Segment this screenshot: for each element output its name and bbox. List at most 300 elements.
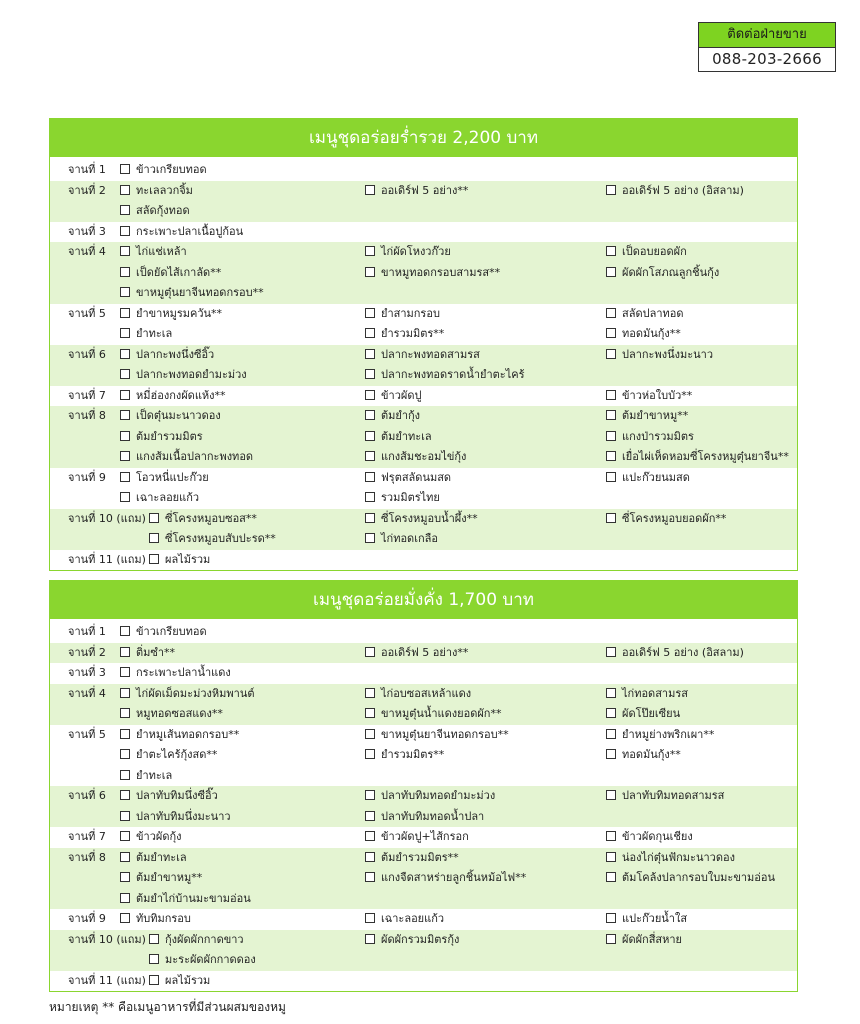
checkbox-icon[interactable] [606, 472, 616, 482]
menu-item-label: ฟรุตสลัดนมสด [381, 470, 452, 484]
menu-item[interactable] [365, 848, 459, 869]
menu-item[interactable] [606, 304, 684, 325]
checkbox-icon[interactable] [365, 513, 375, 523]
plate-label: จานที่ 1 [68, 625, 106, 638]
menu-item-label: ยำตะไคร้กุ้งสด** [136, 748, 218, 761]
menu-item[interactable] [606, 468, 690, 489]
menu-item[interactable] [365, 304, 440, 325]
checkbox-icon[interactable] [120, 164, 130, 174]
menu-item-label: เยื่อไผ่เห็ดหอมซี่โครงหมูตุ๋นยาจีน** [622, 450, 789, 463]
checkbox-icon[interactable] [606, 647, 616, 657]
plate-label: จานที่ 4 [68, 686, 106, 700]
menu-title: เมนูชุดอร่อยมั่งคั่ง 1,700 บาท [50, 581, 797, 619]
menu-item-label: ต้มยำขาหมู** [136, 871, 203, 884]
menu-item-label: แกงจืดสาหร่ายลูกชิ้นหม้อไฟ** [381, 871, 527, 884]
checkbox-icon[interactable] [606, 749, 616, 759]
menu-item[interactable] [120, 345, 214, 366]
menu-item[interactable] [365, 345, 480, 366]
menu-item[interactable] [606, 827, 693, 848]
menu-item[interactable] [606, 725, 714, 746]
plate-label: จานที่ 6 [68, 347, 106, 361]
menu-item[interactable] [120, 263, 221, 284]
checkbox-icon[interactable] [120, 688, 130, 698]
menu-item[interactable] [365, 447, 466, 468]
menu-item[interactable] [120, 365, 247, 386]
checkbox-icon[interactable] [365, 390, 375, 400]
menu-item-label: เป็ดอบยอดผัก [622, 245, 687, 258]
checkbox-icon[interactable] [120, 451, 130, 461]
menu-item[interactable] [606, 868, 775, 889]
menu-item[interactable] [606, 786, 724, 807]
menu-item-label: ยำหมูย่างพริกเผา** [622, 727, 715, 741]
menu-item-label: เฉาะลอยแก้ว [381, 912, 445, 925]
checkbox-icon[interactable] [120, 226, 130, 236]
menu-item[interactable] [120, 807, 231, 828]
menu-item-label: เฉาะลอยแก้ว [136, 491, 200, 504]
menu-item-label: ยำสามกรอบ [381, 306, 440, 320]
menu-item-label: ต้มโคล้งปลากรอบใบมะขามอ่อน [622, 871, 776, 884]
menu-item[interactable] [365, 786, 495, 807]
menu-item[interactable] [120, 222, 243, 243]
menu-item-label: ขาหมูตุ๋นน้ำแดงยอดผัก** [381, 707, 502, 720]
menu-item[interactable] [365, 725, 509, 746]
menu-item-label: แกงส้มชะอมไข่กุ้ง [381, 450, 467, 463]
plate-label: จานที่ 11 (แถม) [68, 973, 146, 987]
checkbox-icon[interactable] [365, 913, 375, 923]
menu-item[interactable] [606, 909, 687, 930]
menu-item[interactable] [120, 786, 218, 807]
menu-title: เมนูชุดอร่อยร่ำรวย 2,200 บาท [50, 119, 797, 157]
menu-item[interactable] [365, 868, 526, 889]
menu-item[interactable] [120, 704, 223, 725]
menu-item-label: แกงป่ารวมมิตร [622, 429, 694, 443]
menu-item[interactable] [365, 181, 468, 202]
checkbox-icon[interactable] [365, 647, 375, 657]
menu-item-label: ไก่ผัดโหงวก๊วย [381, 245, 451, 258]
checkbox-icon[interactable] [120, 205, 130, 215]
checkbox-icon[interactable] [606, 328, 616, 338]
menu-item-label: ปลากะพงทอดสามรส [381, 347, 480, 361]
menu-row [50, 848, 797, 869]
menu-item-label: ทะเลลวกจิ้ม [136, 183, 193, 197]
menu-item-label: กุ้งผัดผักกาดขาว [165, 932, 244, 946]
menu-item[interactable] [120, 622, 207, 643]
checkbox-icon[interactable] [606, 708, 616, 718]
menu-item[interactable] [120, 468, 209, 489]
checkbox-icon[interactable] [365, 852, 375, 862]
checkbox-icon[interactable] [120, 913, 130, 923]
plate-label: จานที่ 5 [68, 306, 106, 320]
checkbox-icon[interactable] [120, 369, 130, 379]
menu-row [50, 643, 797, 664]
checkbox-icon[interactable] [120, 390, 130, 400]
menu-item[interactable] [149, 529, 276, 550]
checkbox-icon[interactable] [120, 790, 130, 800]
menu-item[interactable] [365, 263, 500, 284]
menu-row [50, 725, 797, 746]
checkbox-icon[interactable] [120, 431, 130, 441]
menu-row [50, 786, 797, 807]
menu-item-label: ซี่โครงหมูอบน้ำผึ้ง** [381, 511, 478, 525]
menu-item[interactable] [120, 160, 207, 181]
menu-item-label: ออเดิร์ฟ 5 อย่าง (อิสลาม) [622, 645, 744, 659]
menu-row [50, 406, 797, 427]
checkbox-icon[interactable] [120, 667, 130, 677]
menu-item-label: ซี่โครงหมูอบยอดผัก** [622, 511, 727, 525]
menu-item[interactable] [120, 827, 182, 848]
checkbox-icon[interactable] [120, 708, 130, 718]
menu-item-label: ทอดมันกุ้ง** [622, 327, 681, 340]
menu-row [50, 160, 797, 181]
menu-item[interactable] [120, 643, 175, 664]
menu-item-label: ผลไม้รวม [165, 973, 211, 987]
menu-item[interactable] [365, 427, 432, 448]
menu-item-label: ยำทะเล [136, 768, 173, 782]
menu-item-label: ปลาทับทิมทอดยำมะม่วง [381, 789, 496, 802]
menu-item[interactable] [606, 427, 694, 448]
plate-label: จานที่ 7 [68, 830, 106, 843]
menu-item[interactable] [365, 827, 469, 848]
menu-item-label: โอวหนี่แปะก๊วย [136, 470, 209, 484]
menu-item[interactable] [606, 643, 744, 664]
menu-item-label: ทับทิมกรอบ [136, 912, 191, 925]
menu-item[interactable] [365, 529, 438, 550]
plate-label: จานที่ 3 [68, 224, 106, 238]
menu-item[interactable] [606, 447, 789, 468]
menu-set-1700 [49, 580, 798, 992]
checkbox-icon[interactable] [365, 308, 375, 318]
menu-item[interactable] [365, 509, 478, 530]
menu-item[interactable] [606, 509, 726, 530]
menu-item[interactable] [606, 406, 688, 427]
menu-row [50, 345, 797, 366]
menu-item[interactable] [365, 909, 444, 930]
checkbox-icon[interactable] [120, 472, 130, 482]
menu-item-label: ปลาทับทิมนึ่งมะนาว [136, 809, 231, 823]
plate-label: จานที่ 10 (แถม) [68, 932, 146, 946]
menu-item-label: ออเดิร์ฟ 5 อย่าง** [381, 645, 469, 659]
checkbox-icon[interactable] [606, 267, 616, 277]
checkbox-icon[interactable] [149, 554, 159, 564]
menu-row [50, 971, 797, 992]
menu-item-label: ต้มยำรวมมิตร [136, 429, 203, 443]
checkbox-icon[interactable] [606, 349, 616, 359]
menu-row [50, 745, 797, 766]
checkbox-icon[interactable] [606, 934, 616, 944]
checkbox-icon[interactable] [365, 729, 375, 739]
checkbox-icon[interactable] [606, 790, 616, 800]
menu-item[interactable] [120, 427, 203, 448]
checkbox-icon[interactable] [149, 975, 159, 985]
menu-item[interactable] [606, 263, 719, 284]
menu-item[interactable] [149, 971, 210, 992]
checkbox-icon[interactable] [120, 852, 130, 862]
checkbox-icon[interactable] [606, 852, 616, 862]
checkbox-icon[interactable] [120, 749, 130, 759]
menu-row [50, 263, 797, 284]
menu-item[interactable] [365, 930, 459, 951]
menu-item[interactable] [120, 725, 239, 746]
checkbox-icon[interactable] [120, 287, 130, 297]
menu-row [50, 766, 797, 787]
checkbox-icon[interactable] [606, 729, 616, 739]
menu-item[interactable] [365, 704, 501, 725]
menu-item-label: ต้มยำขาหมู** [622, 409, 689, 422]
menu-item-label: ต้มยำทะเล [381, 429, 432, 443]
menu-item[interactable] [606, 242, 687, 263]
checkbox-icon[interactable] [606, 185, 616, 195]
menu-item-label: ไก่ผัดเม็ดมะม่วงหิมพานต์ [136, 686, 255, 700]
menu-row [50, 365, 797, 386]
menu-item[interactable] [120, 242, 187, 263]
menu-item[interactable] [120, 663, 231, 684]
menu-item-label: ผัดผักรวมมิตรกุ้ง [381, 932, 460, 946]
menu-row [50, 201, 797, 222]
menu-item[interactable] [120, 386, 226, 407]
menu-item[interactable] [120, 848, 187, 869]
checkbox-icon[interactable] [365, 451, 375, 461]
checkbox-icon[interactable] [365, 410, 375, 420]
menu-item[interactable] [120, 283, 264, 304]
checkbox-icon[interactable] [365, 533, 375, 543]
checkbox-icon[interactable] [120, 893, 130, 903]
menu-item-label: สลัดปลาทอด [622, 306, 684, 320]
menu-item[interactable] [149, 950, 256, 971]
menu-row [50, 283, 797, 304]
menu-item-label: ยำหมูเส้นทอดกรอบ** [136, 727, 240, 741]
menu-item[interactable] [149, 550, 210, 571]
menu-row [50, 950, 797, 971]
checkbox-icon[interactable] [120, 308, 130, 318]
menu-item[interactable] [606, 745, 681, 766]
checkbox-icon[interactable] [365, 708, 375, 718]
checkbox-icon[interactable] [149, 954, 159, 964]
menu-item-label: ปลาทับทิมทอดน้ำปลา [381, 809, 485, 823]
checkbox-icon[interactable] [365, 267, 375, 277]
menu-item[interactable] [120, 324, 172, 345]
checkbox-icon[interactable] [606, 431, 616, 441]
menu-row [50, 930, 797, 951]
menu-item-label: ปลาทับทิมนึ่งซีอิ๊ว [136, 789, 218, 802]
menu-item-label: น่องไก่ตุ๋นฟักมะนาวดอง [622, 850, 735, 864]
menu-row [50, 868, 797, 889]
menu-item-label: ขาหมูตุ๋นยาจีนทอดกรอบ** [381, 727, 509, 741]
menu-item-label: ต้มยำทะเล [136, 850, 187, 864]
menu-item[interactable] [120, 181, 193, 202]
checkbox-icon[interactable] [120, 185, 130, 195]
checkbox-icon[interactable] [365, 472, 375, 482]
menu-item-label: แปะก๊วยน้ำใส [622, 912, 688, 925]
checkbox-icon[interactable] [149, 513, 159, 523]
menu-item-label: ออเดิร์ฟ 5 อย่าง** [381, 183, 469, 197]
menu-row [50, 242, 797, 263]
menu-item[interactable] [606, 848, 735, 869]
menu-item[interactable] [120, 766, 172, 787]
menu-item[interactable] [120, 684, 255, 705]
plate-label: จานที่ 6 [68, 789, 106, 802]
checkbox-icon[interactable] [365, 688, 375, 698]
menu-item[interactable] [365, 745, 444, 766]
menu-item-label: มะระผัดผักกาดดอง [165, 953, 256, 966]
checkbox-icon[interactable] [365, 811, 375, 821]
checkbox-icon[interactable] [365, 349, 375, 359]
checkbox-icon[interactable] [120, 626, 130, 636]
menu-item[interactable] [606, 181, 744, 202]
checkbox-icon[interactable] [365, 185, 375, 195]
plate-label: จานที่ 5 [68, 727, 106, 741]
menu-item-label: ขาหมูตุ๋นยาจีนทอดกรอบ** [136, 286, 264, 299]
checkbox-icon[interactable] [606, 308, 616, 318]
checkbox-icon[interactable] [149, 934, 159, 944]
menu-item[interactable] [365, 365, 525, 386]
checkbox-icon[interactable] [365, 328, 375, 338]
menu-body [50, 619, 797, 991]
menu-row [50, 509, 797, 530]
checkbox-icon[interactable] [606, 451, 616, 461]
checkbox-icon[interactable] [365, 934, 375, 944]
menu-item[interactable] [120, 201, 190, 222]
plate-label: จานที่ 8 [68, 850, 106, 864]
menu-set-2200 [49, 118, 798, 571]
menu-item-label: ผัดผักสี่สหาย [622, 932, 682, 946]
menu-item[interactable] [365, 643, 468, 664]
menu-item-label: ซี่โครงหมูอบสับปะรด** [165, 532, 276, 545]
menu-item[interactable] [365, 684, 471, 705]
menu-item-label: ปลากะพงนึ่งซีอิ๊ว [136, 347, 215, 361]
menu-item-label: ขาหมูทอดกรอบสามรส** [381, 265, 501, 279]
menu-row [50, 447, 797, 468]
menu-item-label: ปลาทับทิมทอดสามรส [622, 789, 725, 802]
contact-phone[interactable]: 088-203-2666 [699, 48, 835, 71]
menu-item-label: เป็ดยัดไส้เกาลัด** [136, 265, 222, 279]
checkbox-icon[interactable] [120, 349, 130, 359]
checkbox-icon[interactable] [120, 729, 130, 739]
menu-item[interactable] [365, 488, 440, 509]
menu-item[interactable] [365, 324, 444, 345]
menu-item[interactable] [365, 468, 451, 489]
menu-item[interactable] [120, 447, 253, 468]
menu-item[interactable] [606, 684, 688, 705]
checkbox-icon[interactable] [365, 431, 375, 441]
menu-row [50, 807, 797, 828]
menu-item-label: ยำขาหมูรมควัน** [136, 306, 223, 320]
menu-item-label: ต้มยำกุ้ง [381, 409, 421, 422]
menu-item[interactable] [606, 345, 713, 366]
checkbox-icon[interactable] [606, 913, 616, 923]
checkbox-icon[interactable] [120, 410, 130, 420]
checkbox-icon[interactable] [149, 533, 159, 543]
menu-row [50, 827, 797, 848]
menu-row [50, 488, 797, 509]
plate-label: จานที่ 9 [68, 912, 106, 925]
checkbox-icon[interactable] [365, 246, 375, 256]
checkbox-icon[interactable] [120, 647, 130, 657]
menu-item[interactable] [120, 909, 191, 930]
menu-item[interactable] [120, 889, 251, 910]
menu-item[interactable] [365, 406, 420, 427]
menu-item[interactable] [120, 745, 217, 766]
checkbox-icon[interactable] [120, 872, 130, 882]
menu-item-label: ติ่มซำ** [136, 645, 176, 659]
menu-item-label: ผัดผักโสภณลูกชิ้นกุ้ง [622, 265, 720, 279]
checkbox-icon[interactable] [365, 790, 375, 800]
plate-label: จานที่ 1 [68, 163, 106, 176]
plate-label: จานที่ 9 [68, 470, 106, 484]
checkbox-icon[interactable] [120, 492, 130, 502]
plate-label: จานที่ 4 [68, 245, 106, 258]
menu-item[interactable] [606, 930, 682, 951]
checkbox-icon[interactable] [365, 369, 375, 379]
checkbox-icon[interactable] [365, 872, 375, 882]
menu-item-label: แกงส้มเนื้อปลากะพงทอด [136, 450, 254, 463]
checkbox-icon[interactable] [606, 410, 616, 420]
menu-row [50, 386, 797, 407]
menu-item-label: ข้าวผัดกุนเชียง [622, 830, 693, 843]
checkbox-icon[interactable] [120, 770, 130, 780]
checkbox-icon[interactable] [606, 246, 616, 256]
checkbox-icon[interactable] [606, 513, 616, 523]
menu-item-label: ข้าวห่อใบบัว** [622, 388, 693, 402]
plate-label: จานที่ 8 [68, 409, 106, 422]
checkbox-icon[interactable] [365, 749, 375, 759]
menu-row [50, 684, 797, 705]
menu-item-label: ไก่แช่เหล้า [136, 245, 187, 258]
menu-item[interactable] [606, 386, 692, 407]
menu-item[interactable] [120, 304, 222, 325]
menu-item-label: ไก่อบซอสเหล้าแดง [381, 686, 472, 700]
menu-item-label: ปลากะพงนึ่งมะนาว [622, 347, 714, 361]
menu-row [50, 909, 797, 930]
menu-item-label: ไก่ทอดเกลือ [381, 532, 438, 545]
menu-item[interactable] [365, 242, 451, 263]
sales-contact-box [698, 22, 836, 72]
checkbox-icon[interactable] [120, 811, 130, 821]
checkbox-icon[interactable] [606, 872, 616, 882]
menu-item[interactable] [120, 406, 221, 427]
checkbox-icon[interactable] [365, 492, 375, 502]
menu-item[interactable] [365, 386, 421, 407]
checkbox-icon[interactable] [120, 267, 130, 277]
menu-item-label: ต้มยำไก่บ้านมะขามอ่อน [136, 891, 251, 905]
checkbox-icon[interactable] [365, 831, 375, 841]
checkbox-icon[interactable] [120, 328, 130, 338]
menu-item[interactable] [606, 324, 681, 345]
menu-item[interactable] [149, 509, 257, 530]
checkbox-icon[interactable] [606, 390, 616, 400]
menu-item-label: ออเดิร์ฟ 5 อย่าง (อิสลาม) [622, 183, 744, 197]
menu-item[interactable] [149, 930, 244, 951]
menu-row [50, 304, 797, 325]
menu-item[interactable] [365, 807, 484, 828]
plate-label: จานที่ 2 [68, 183, 106, 197]
menu-row [50, 889, 797, 910]
checkbox-icon[interactable] [606, 688, 616, 698]
menu-item-label: ยำทะเล [136, 327, 173, 340]
menu-row [50, 550, 797, 571]
menu-item-label: ข้าวผัดปู [381, 388, 422, 402]
menu-item-label: ข้าวผัดปู+ไส้กรอก [381, 830, 469, 843]
plate-label: จานที่ 11 (แถม) [68, 552, 146, 566]
menu-item[interactable] [120, 868, 202, 889]
menu-item[interactable] [120, 488, 199, 509]
checkbox-icon[interactable] [120, 246, 130, 256]
footnote: หมายเหตุ ** คือเมนูอาหารที่มีส่วนผสมของหมู [49, 1000, 286, 1014]
menu-item-label: ยำรวมมิตร** [381, 748, 445, 761]
menu-item[interactable] [606, 704, 680, 725]
menu-row [50, 222, 797, 243]
checkbox-icon[interactable] [606, 831, 616, 841]
checkbox-icon[interactable] [120, 831, 130, 841]
